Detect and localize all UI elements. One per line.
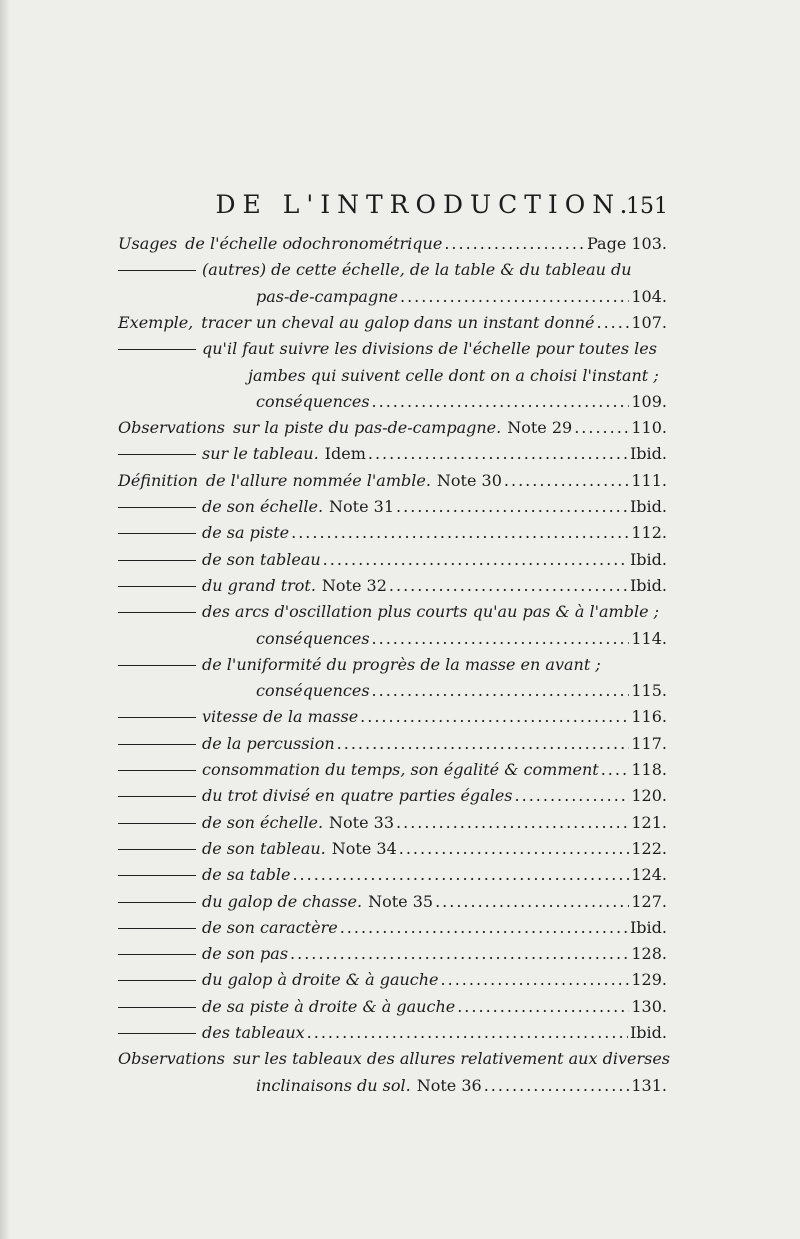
leader-dots [457, 994, 629, 1020]
entry-text: de sa table [202, 865, 291, 884]
entry-text: inclinaisons du sol. [256, 1076, 411, 1095]
entry-text: sur les tableaux des allures relativement aux diverses [232, 1049, 670, 1068]
entry-text: de son tableau [202, 550, 321, 569]
leader-dots [441, 967, 630, 993]
entry-page-number: 114. [631, 629, 667, 648]
entry-page-number: 117. [631, 734, 667, 753]
ditto-dash [118, 665, 196, 666]
leader-dots [444, 231, 585, 257]
entry-note: Note 32 [321, 576, 387, 595]
ditto-dash [118, 507, 196, 508]
entry-page-number: 118. [631, 760, 667, 779]
toc-entry [118, 941, 667, 967]
entry-text: conséquences [256, 681, 370, 700]
leader-dots [372, 626, 630, 652]
entry-page-number: 122. [631, 839, 667, 858]
leader-dots [396, 494, 628, 520]
entry-text: conséquences [256, 392, 370, 411]
entry-page-number: Ibid. [629, 444, 667, 463]
entry-note: Note 29 [507, 418, 573, 437]
entry-page-number: Ibid. [629, 497, 667, 516]
entry-page-number: 112. [631, 523, 667, 542]
ditto-dash [118, 796, 196, 797]
toc-entry [118, 415, 667, 441]
leader-dots [291, 520, 629, 546]
toc-entry [118, 810, 667, 836]
entry-page-number: Ibid. [629, 550, 667, 569]
ditto-dash [118, 902, 196, 903]
entry-page-number: 116. [631, 707, 667, 726]
toc-entry [118, 862, 667, 888]
entry-page-number: Page 103. [586, 234, 667, 253]
toc-entry [118, 704, 667, 730]
leader-dots [399, 836, 630, 862]
entry-text: de sa piste [202, 523, 290, 542]
entry-text: jambes qui suivent celle dont on a choisi l'instant ; [248, 366, 659, 385]
toc-entry [118, 573, 667, 599]
ditto-dash [118, 875, 196, 876]
toc-entry [118, 652, 667, 678]
entry-text: du trot divisé en quatre parties égales [202, 786, 513, 805]
entry-note: Note 30 [436, 471, 502, 490]
entry-page-number: Ibid. [629, 918, 667, 937]
ditto-dash [118, 533, 196, 534]
entry-text: qu'il faut suivre les divisions de l'échelle pour toutes les [202, 339, 657, 358]
page-number: 151 [626, 194, 668, 219]
leader-dots [400, 284, 629, 310]
leader-dots [323, 547, 628, 573]
leader-dots [368, 441, 628, 467]
ditto-dash [118, 954, 196, 955]
ditto-dash [118, 717, 196, 718]
toc-entry [118, 1046, 670, 1072]
toc-entry [118, 441, 667, 467]
leader-dots [435, 889, 629, 915]
entry-page-number: Ibid. [629, 576, 667, 595]
entry-note: Note 31 [329, 497, 395, 516]
toc-entry [118, 967, 667, 993]
toc-entry [118, 494, 667, 520]
entry-heading: Observations [118, 418, 225, 437]
toc-entry [118, 1073, 667, 1099]
entry-page-number: 110. [631, 418, 667, 437]
entry-page-number: 115. [631, 681, 667, 700]
toc-entry [118, 626, 667, 652]
entry-page-number: 107. [631, 313, 667, 332]
ditto-dash [118, 1033, 196, 1034]
leader-dots [597, 310, 630, 336]
leader-dots [307, 1020, 628, 1046]
entry-text: sur le tableau. [202, 444, 319, 463]
entry-text: de son échelle. [202, 497, 324, 516]
entry-text: des arcs d'oscillation plus courts qu'au pas & à l'amble ; [202, 602, 660, 621]
entry-text: de son caractère [202, 918, 338, 937]
ditto-dash [118, 823, 196, 824]
entry-page-number: 109. [631, 392, 667, 411]
leader-dots [372, 678, 630, 704]
entry-heading: Définition [118, 471, 198, 490]
entry-text: de sa piste à droite & à gauche [202, 997, 456, 1016]
entry-text: tracer un cheval au galop dans un instant donné [201, 313, 595, 332]
leader-dots [484, 1073, 630, 1099]
toc-entry [118, 783, 667, 809]
toc-entry [118, 257, 667, 283]
entry-text: sur la piste du pas-de-campagne. [232, 418, 502, 437]
entry-page-number: 120. [631, 786, 667, 805]
leader-dots [396, 810, 629, 836]
leader-dots [337, 731, 630, 757]
ditto-dash [118, 612, 196, 613]
ditto-dash [118, 928, 196, 929]
entry-note: Note 35 [368, 892, 434, 911]
toc-entry [118, 547, 667, 573]
entry-page-number: 130. [631, 997, 667, 1016]
toc-entry [118, 836, 667, 862]
entry-text: de la percussion [202, 734, 335, 753]
leader-dots [574, 415, 629, 441]
entry-note: Note 33 [329, 813, 395, 832]
entry-text: pas-de-campagne [256, 287, 398, 306]
entry-text: de son échelle. [202, 813, 324, 832]
ditto-dash [118, 454, 196, 455]
entry-text: des tableaux [202, 1023, 305, 1042]
ditto-dash [118, 770, 196, 771]
entry-page-number: 128. [631, 944, 667, 963]
entry-text: de l'uniformité du progrès de la masse en avant ; [202, 655, 601, 674]
toc-entry [118, 915, 667, 941]
ditto-dash [118, 980, 196, 981]
toc-entry [118, 889, 667, 915]
entry-note: Note 34 [331, 839, 397, 858]
entry-text: de son pas [202, 944, 289, 963]
toc-entry [118, 678, 667, 704]
entry-page-number: 121. [631, 813, 667, 832]
entry-text: du grand trot. [202, 576, 316, 595]
ditto-dash [118, 849, 196, 850]
entry-text: du galop de chasse. [202, 892, 363, 911]
ditto-dash [118, 586, 196, 587]
entry-heading: Usages [118, 234, 178, 253]
entry-page-number: Ibid. [629, 1023, 667, 1042]
entry-page-number: 124. [631, 865, 667, 884]
leader-dots [504, 468, 629, 494]
entry-text: de l'échelle odochronométrique [185, 234, 443, 253]
toc-entry [118, 1020, 667, 1046]
leader-dots [360, 704, 629, 730]
entry-text: (autres) de cette échelle, de la table & du tableau du [202, 260, 632, 279]
leader-dots [292, 862, 629, 888]
toc-entry [118, 599, 667, 625]
leader-dots [372, 389, 630, 415]
toc-entry [118, 757, 667, 783]
entry-text: vitesse de la masse [202, 707, 359, 726]
entry-text: consommation du temps, son égalité & comment [202, 760, 599, 779]
running-head: DE L'INTRODUCTION. [215, 190, 635, 219]
entry-page-number: 111. [631, 471, 667, 490]
leader-dots [515, 783, 630, 809]
entry-text: conséquences [256, 629, 370, 648]
entry-page-number: 127. [631, 892, 667, 911]
leader-dots [389, 573, 628, 599]
ditto-dash [118, 270, 196, 271]
ditto-dash [118, 560, 196, 561]
entry-note: Note 36 [416, 1076, 482, 1095]
toc-entry [118, 284, 667, 310]
entry-page-number: 131. [631, 1076, 667, 1095]
ditto-dash [118, 349, 196, 350]
toc-entry [118, 731, 667, 757]
entry-note: Idem [324, 444, 366, 463]
ditto-dash [118, 744, 196, 745]
toc-entry [118, 310, 667, 336]
entry-page-number: 104. [631, 287, 667, 306]
ditto-dash [118, 1007, 196, 1008]
leader-dots [340, 915, 628, 941]
toc-entry [118, 389, 667, 415]
entry-text: de son tableau. [202, 839, 326, 858]
toc-entry [118, 520, 667, 546]
leader-dots [290, 941, 629, 967]
leader-dots [601, 757, 630, 783]
entry-page-number: 129. [631, 970, 667, 989]
toc-entry [118, 363, 667, 389]
toc-entry [118, 468, 667, 494]
toc-entry [118, 994, 667, 1020]
entry-text: du galop à droite & à gauche [202, 970, 439, 989]
entry-heading: Exemple, [118, 313, 194, 332]
toc-entry [118, 231, 667, 257]
entry-heading: Observations [118, 1049, 225, 1068]
toc-entry [118, 336, 667, 362]
entry-text: de l'allure nommée l'amble. [205, 471, 431, 490]
